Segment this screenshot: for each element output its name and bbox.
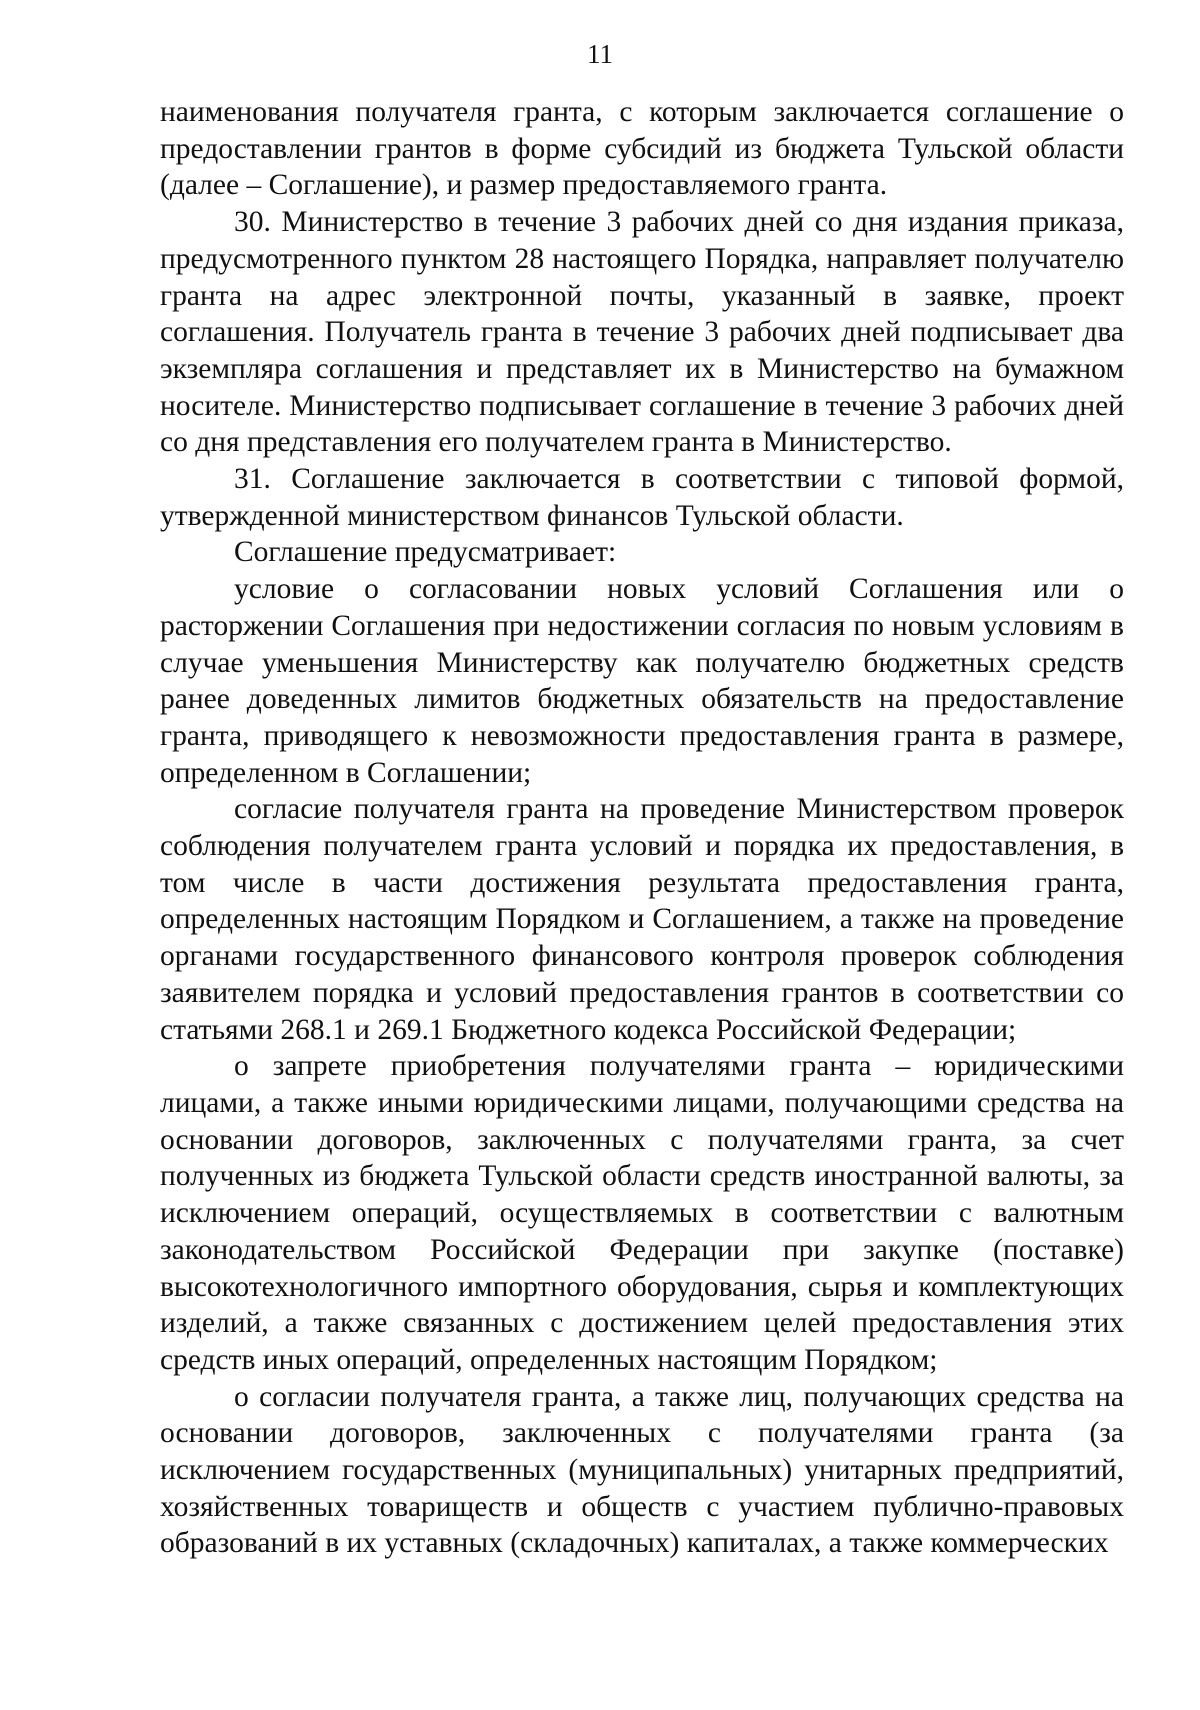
paragraph-item-30: 30. Министерство в течение 3 рабочих дней со дня издания приказа, предусмотренного пунктом 28 настоящего Порядка, направляет получателю гранта на адрес электронной почты, указанный в заявке, проект соглашения. Получатель гранта в течение 3 рабочих дней подписывает два экземпляра соглашения и представляет их в Министерство на бумажном носителе. Министерство подписывает соглашение в течение 3 рабочих дней со дня представления его получателем гранта в Министерство.: [160, 206, 1124, 459]
paragraph-condition-renegotiation: условие о согласовании новых условий Соглашения или о расторжении Соглашения при недостижении согласия по новым условиям в случае уменьшения Министерству как получателю бюджетных средств ранее доведенных лимитов бюджетных обязательств на предоставление гранта, приводящего к невозможности предоставления гранта в размере, определенном в Соглашении;: [160, 573, 1124, 789]
paragraph-item-31: 31. Соглашение заключается в соответствии с типовой формой, утвержденной министерством финансов Тульской области.: [160, 463, 1124, 532]
paragraph-consent-inspections: согласие получателя гранта на проведение Министерством проверок соблюдения получателем гранта условий и порядка их предоставления, в том числе в части достижения результата предоставления гранта, определенных настоящим Порядком и Соглашением, а также на проведение органами государственного финансового контроля проверок соблюдения заявителем порядка и условий предоставления грантов в соответствии со статьями 268.1 и 269.1 Бюджетного кодекса Российской Федерации;: [160, 793, 1124, 1046]
paragraph-agreement-intro: Соглашение предусматривает:: [234, 536, 617, 569]
paragraph-continuation: наименования получателя гранта, с которым заключается соглашение о предоставлении грантов в форме субсидий из бюджета Тульской области (далее – Соглашение), и размер предоставляемого гранта.: [160, 96, 1124, 202]
page-number: 11: [587, 39, 613, 69]
paragraph-consent-recipients: о согласии получателя гранта, а также лиц, получающих средства на основании договоров, заключенных с получателями гранта (за исключением государственных (муниципальных) унитарных предприятий, хозяйственных товариществ и обществ с участием публично-правовых образований в их уставных (складочных) капиталах, а также коммерческих: [160, 1380, 1124, 1560]
document-body: [160, 94, 1124, 1562]
paragraph-foreign-currency-ban: о запрете приобретения получателями гранта – юридическими лицами, а также иными юридическими лицами, получающими средства на основании договоров, заключенных с получателями гранта, за счет полученных из бюджета Тульской области средств иностранной валюты, за исключением операций, осуществляемых в соответствии с валютным законодательством Российской Федерации при закупке (поставке) высокотехнологичного импортного оборудования, сырья и комплектующих изделий, а также связанных с достижением целей предоставления этих средств иных операций, определенных настоящим Порядком;: [160, 1050, 1124, 1376]
